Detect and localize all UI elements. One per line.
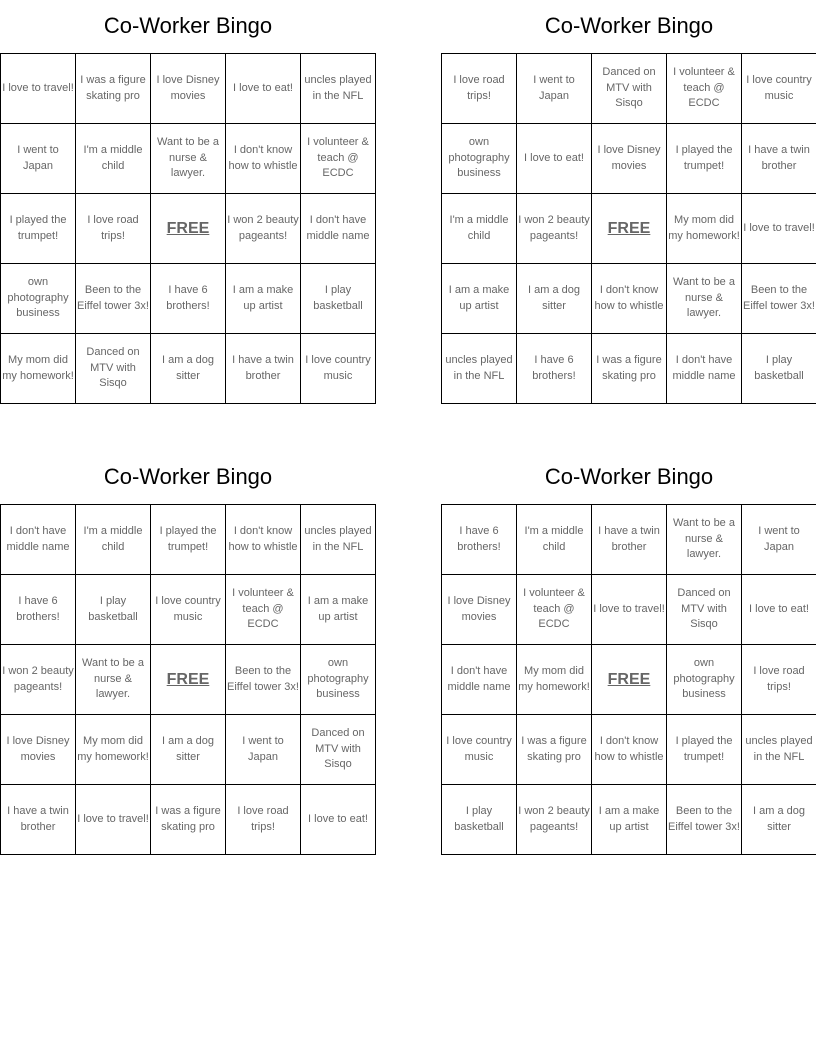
bingo-cell: I won 2 beauty pageants! [517,785,592,855]
bingo-cell: I love to eat! [226,54,301,124]
bingo-cell: My mom did my homework! [517,645,592,715]
bingo-cell: My mom did my homework! [1,334,76,404]
bingo-row [442,645,816,715]
bingo-cell: I love to travel! [1,54,76,124]
bingo-cell: Been to the Eiffel tower 3x! [226,645,301,715]
bingo-cell: Want to be a nurse & lawyer. [667,505,742,575]
bingo-cell: own photography business [1,264,76,334]
bingo-cell: I volunteer & teach @ ECDC [667,54,742,124]
bingo-cell: Danced on MTV with Sisqo [667,575,742,645]
bingo-cell: own photography business [667,645,742,715]
bingo-cell: I love to travel! [742,194,816,264]
bingo-cell: I love road trips! [76,194,151,264]
bingo-cell: I went to Japan [742,505,816,575]
bingo-grid [0,504,376,855]
bingo-cell: Danced on MTV with Sisqo [592,54,667,124]
bingo-cell: I volunteer & teach @ ECDC [517,575,592,645]
bingo-cell: I don't know how to whistle [226,505,301,575]
bingo-cell: I was a figure skating pro [76,54,151,124]
bingo-row [1,505,376,575]
bingo-cell: uncles played in the NFL [301,505,376,575]
bingo-cell: I have a twin brother [1,785,76,855]
bingo-cell: uncles played in the NFL [742,715,816,785]
bingo-cell: I don't have middle name [301,194,376,264]
bingo-cell: I played the trumpet! [1,194,76,264]
bingo-cell: I don't know how to whistle [592,264,667,334]
bingo-cell: I love to travel! [592,575,667,645]
bingo-row [442,334,816,404]
bingo-cell: I played the trumpet! [151,505,226,575]
bingo-cell: I have a twin brother [592,505,667,575]
bingo-cell: I am a make up artist [592,785,667,855]
bingo-cell: I love Disney movies [151,54,226,124]
bingo-cell: I won 2 beauty pageants! [517,194,592,264]
bingo-cell: I have 6 brothers! [442,505,517,575]
bingo-row [1,785,376,855]
bingo-cell: I went to Japan [226,715,301,785]
free-space-cell: FREE [592,194,667,264]
bingo-cell: uncles played in the NFL [442,334,517,404]
bingo-cell: I have a twin brother [226,334,301,404]
bingo-cell: I play basketball [301,264,376,334]
bingo-row [442,575,816,645]
bingo-cell: I am a make up artist [442,264,517,334]
bingo-cell: Been to the Eiffel tower 3x! [76,264,151,334]
bingo-grid [441,53,816,404]
bingo-cell: I have a twin brother [742,124,816,194]
bingo-cell: I'm a middle child [517,505,592,575]
bingo-cell: I am a dog sitter [151,334,226,404]
bingo-row [1,575,376,645]
bingo-row [442,264,816,334]
bingo-row [442,124,816,194]
bingo-cell: Want to be a nurse & lawyer. [667,264,742,334]
bingo-cell: I volunteer & teach @ ECDC [226,575,301,645]
bingo-cell: I play basketball [742,334,816,404]
bingo-cell: I won 2 beauty pageants! [1,645,76,715]
bingo-row [1,194,376,264]
card-title: Co-Worker Bingo [544,13,714,38]
bingo-cell: I love country music [301,334,376,404]
bingo-cell: I love Disney movies [1,715,76,785]
bingo-cell: I love road trips! [442,54,517,124]
bingo-cell: I am a dog sitter [517,264,592,334]
bingo-cell: I am a dog sitter [742,785,816,855]
bingo-cell: I love to eat! [742,575,816,645]
bingo-row [1,124,376,194]
bingo-cell: I love road trips! [742,645,816,715]
card-title: Co-Worker Bingo [544,464,714,489]
bingo-cell: I am a dog sitter [151,715,226,785]
bingo-cell: I love country music [442,715,517,785]
bingo-row [442,194,816,264]
bingo-cell: My mom did my homework! [667,194,742,264]
bingo-cell: I don't have middle name [667,334,742,404]
free-space-cell: FREE [592,645,667,715]
bingo-row [442,715,816,785]
bingo-cell: I volunteer & teach @ ECDC [301,124,376,194]
bingo-row [1,54,376,124]
bingo-cell: Want to be a nurse & lawyer. [76,645,151,715]
bingo-cell: I love country music [151,575,226,645]
bingo-cell: I don't have middle name [1,505,76,575]
bingo-cell: Want to be a nurse & lawyer. [151,124,226,194]
bingo-grid [441,504,816,855]
bingo-cell: I'm a middle child [76,505,151,575]
bingo-row [442,505,816,575]
bingo-cell: own photography business [442,124,517,194]
bingo-cell: I went to Japan [1,124,76,194]
bingo-row [1,334,376,404]
bingo-cell: I love to travel! [76,785,151,855]
bingo-cell: I love country music [742,54,816,124]
bingo-cell: I have 6 brothers! [517,334,592,404]
bingo-row [1,264,376,334]
free-space-cell: FREE [151,194,226,264]
bingo-cell: own photography business [301,645,376,715]
bingo-cell: Been to the Eiffel tower 3x! [742,264,816,334]
bingo-row [1,645,376,715]
bingo-cell: Been to the Eiffel tower 3x! [667,785,742,855]
bingo-cell: I have 6 brothers! [1,575,76,645]
free-space-cell: FREE [151,645,226,715]
bingo-cell: I love to eat! [517,124,592,194]
bingo-cell: I love Disney movies [442,575,517,645]
bingo-cell: I was a figure skating pro [592,334,667,404]
bingo-cell: I love road trips! [226,785,301,855]
bingo-cell: I'm a middle child [442,194,517,264]
bingo-cell: My mom did my homework! [76,715,151,785]
bingo-cell: I love Disney movies [592,124,667,194]
bingo-cell: I am a make up artist [301,575,376,645]
bingo-row [1,715,376,785]
bingo-cell: I won 2 beauty pageants! [226,194,301,264]
bingo-row [442,54,816,124]
bingo-grid [0,53,376,404]
bingo-cell: I am a make up artist [226,264,301,334]
bingo-cell: I was a figure skating pro [151,785,226,855]
bingo-cell: Danced on MTV with Sisqo [301,715,376,785]
bingo-cell: I play basketball [76,575,151,645]
bingo-cell: I went to Japan [517,54,592,124]
card-title: Co-Worker Bingo [103,13,273,38]
bingo-cell: I'm a middle child [76,124,151,194]
bingo-cell: I played the trumpet! [667,124,742,194]
bingo-cell: Danced on MTV with Sisqo [76,334,151,404]
bingo-cell: I don't have middle name [442,645,517,715]
bingo-cell: I played the trumpet! [667,715,742,785]
card-title: Co-Worker Bingo [103,464,273,489]
bingo-cell: I don't know how to whistle [226,124,301,194]
bingo-cell: I was a figure skating pro [517,715,592,785]
bingo-cell: I play basketball [442,785,517,855]
bingo-cell: I love to eat! [301,785,376,855]
bingo-cell: uncles played in the NFL [301,54,376,124]
bingo-row [442,785,816,855]
bingo-cell: I have 6 brothers! [151,264,226,334]
bingo-cell: I don't know how to whistle [592,715,667,785]
